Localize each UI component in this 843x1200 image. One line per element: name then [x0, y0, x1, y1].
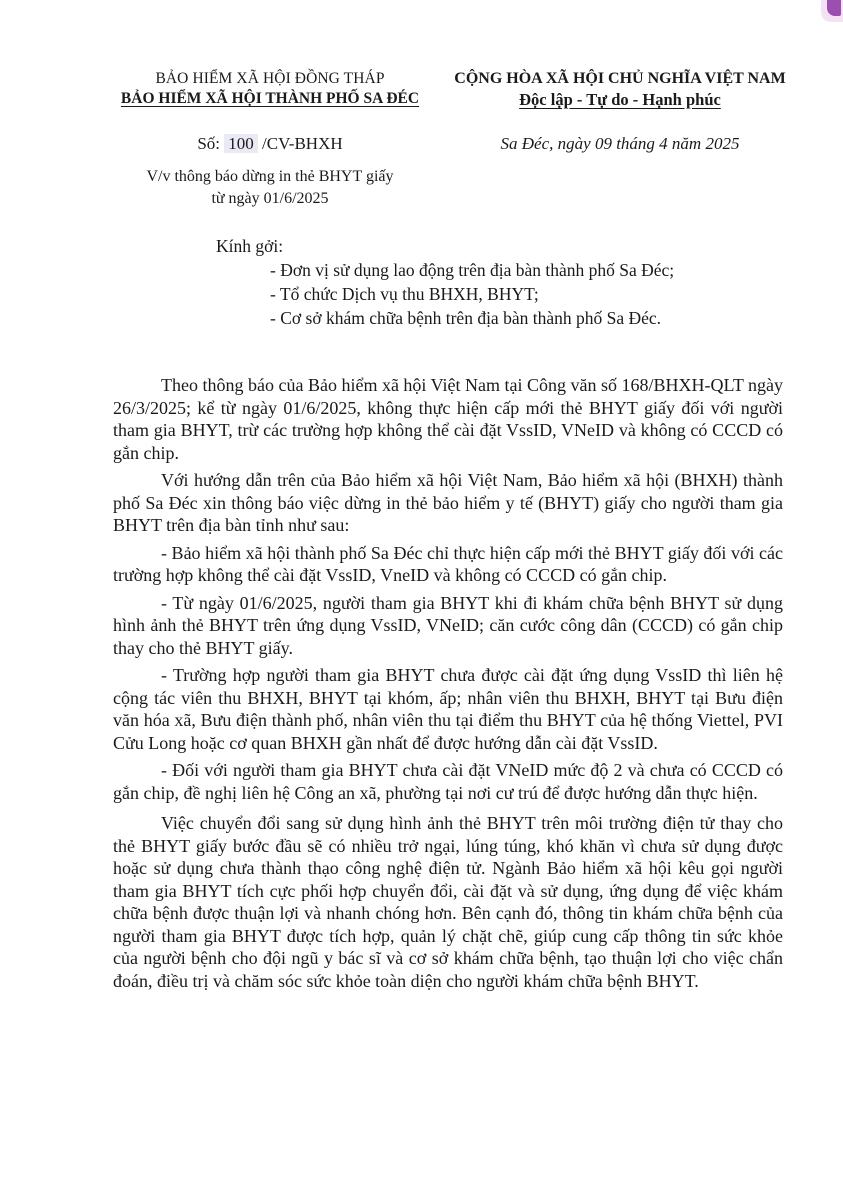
- body-paragraph: - Từ ngày 01/6/2025, người tham gia BHYT khi đi khám chữa bệnh BHYT sử dụng hình ảnh thẻ BHYT trên ứng dụng VssID, VNeID; căn cước công dân (CCCD) có gắn chip thay cho thẻ BHYT giấy.: [113, 592, 783, 658]
- issue-date: Sa Đéc, ngày 09 tháng 4 năm 2025: [500, 134, 740, 153]
- body-paragraph: - Đối với người tham gia BHYT chưa cài đặt VNeID mức độ 2 và chưa có CCCD có gắn chip, đề nghị liên hệ Công an xã, phường tại nơi cư trú để được hướng dẫn thực hiện.: [113, 760, 783, 803]
- body-paragraph: Với hướng dẫn trên của Bảo hiểm xã hội Việt Nam, Bảo hiểm xã hội (BHXH) thành phố Sa Đéc xin thông báo việc dừng in thẻ bảo hiểm y tế (BHYT) giấy cho người tham gia BHYT trên địa bàn tỉnh như sau:: [113, 470, 783, 535]
- document-number: [100, 134, 440, 154]
- body-paragraph: Việc chuyển đổi sang sử dụng hình ảnh thẻ BHYT trên môi trường điện tử thay cho thẻ BHYT giấy bước đầu sẽ có nhiều trở ngại, lúng túng, khó khăn vì chưa sử dụng được hoặc sử dụng chưa thành thạo công nghệ điện tử. Ngành Bảo hiểm xã hội kêu gọi người tham gia BHYT tích cực phối hợp chuyển đổi, cài đặt và sử dụng, ứng dụng để việc khám chữa bệnh được thuận lợi và nhanh chóng hơn. Bên cạnh đó, thông tin khám chữa bệnh của người tham gia BHYT được tích hợp, quản lý chặt chẽ, giúp cung cấp thông tin sức khỏe của người bệnh cho đội ngũ y bác sĩ và cơ sở khám chữa bệnh, tạo thuận lợi cho việc chẩn đoán, điều trị và chăm sóc sức khỏe toàn diện cho người khám chữa bệnh BHYT.: [113, 813, 783, 991]
- national-motto: [440, 68, 800, 111]
- parent-organization: BẢO HIỂM XÃ HỘI ĐỒNG THÁP: [155, 70, 385, 87]
- country-name: CỘNG HÒA XÃ HỘI CHỦ NGHĨA VIỆT NAM: [454, 70, 786, 87]
- issuing-agency: BẢO HIỂM XÃ HỘI THÀNH PHỐ SA ĐÉC: [120, 90, 420, 107]
- issuing-organization: [100, 68, 440, 109]
- recipient-item: - Cơ sở khám chữa bệnh trên địa bàn thành phố Sa Đéc.: [270, 308, 662, 328]
- recipient-item: - Đơn vị sử dụng lao động trên địa bàn thành phố Sa Đéc;: [270, 260, 675, 280]
- body-paragraph: - Bảo hiểm xã hội thành phố Sa Đéc chỉ thực hiện cấp mới thẻ BHYT giấy đối với các trường hợp không thể cài đặt VssID, VneID và không có CCCD có gắn chip.: [113, 542, 783, 585]
- recipients-label: Kính gởi:: [216, 236, 284, 256]
- recipients: [216, 234, 674, 330]
- document-subject: [100, 166, 440, 210]
- corner-badge: [821, 0, 843, 22]
- document-number-value: 100: [224, 134, 258, 153]
- subject-line-1: V/v thông báo dừng in thẻ BHYT giấy: [146, 168, 394, 185]
- subject-line-2: từ ngày 01/6/2025: [211, 190, 329, 207]
- document-body: [113, 374, 783, 997]
- corner-badge-icon: [827, 0, 841, 16]
- motto: Độc lập - Tự do - Hạnh phúc: [519, 90, 721, 109]
- recipient-item: - Tổ chức Dịch vụ thu BHXH, BHYT;: [270, 284, 539, 304]
- document-number-prefix: Số:: [197, 134, 221, 153]
- document-number-suffix: /CV-BHXH: [262, 134, 343, 153]
- body-paragraph: Theo thông báo của Bảo hiểm xã hội Việt Nam tại Công văn số 168/BHXH-QLT ngày 26/3/2025; kể từ ngày 01/6/2025, không thực hiện cấp mới thẻ BHYT giấy đối với người tham gia BHYT, trừ các trường hợp không thể cài đặt VssID, VNeID và không có CCCD có gắn chip.: [113, 375, 783, 463]
- body-paragraph: - Trường hợp người tham gia BHYT chưa được cài đặt ứng dụng VssID thì liên hệ cộng tác viên thu BHXH, BHYT tại khóm, ấp; nhân viên thu BHXH, BHYT tại Bưu điện văn hóa xã, Bưu điện thành phố, nhân viên thu tại điểm thu BHYT của hệ thống Viettel, PVI Cửu Long hoặc cơ quan BHXH gần nhất để được hướng dẫn cài đặt VssID.: [113, 665, 783, 753]
